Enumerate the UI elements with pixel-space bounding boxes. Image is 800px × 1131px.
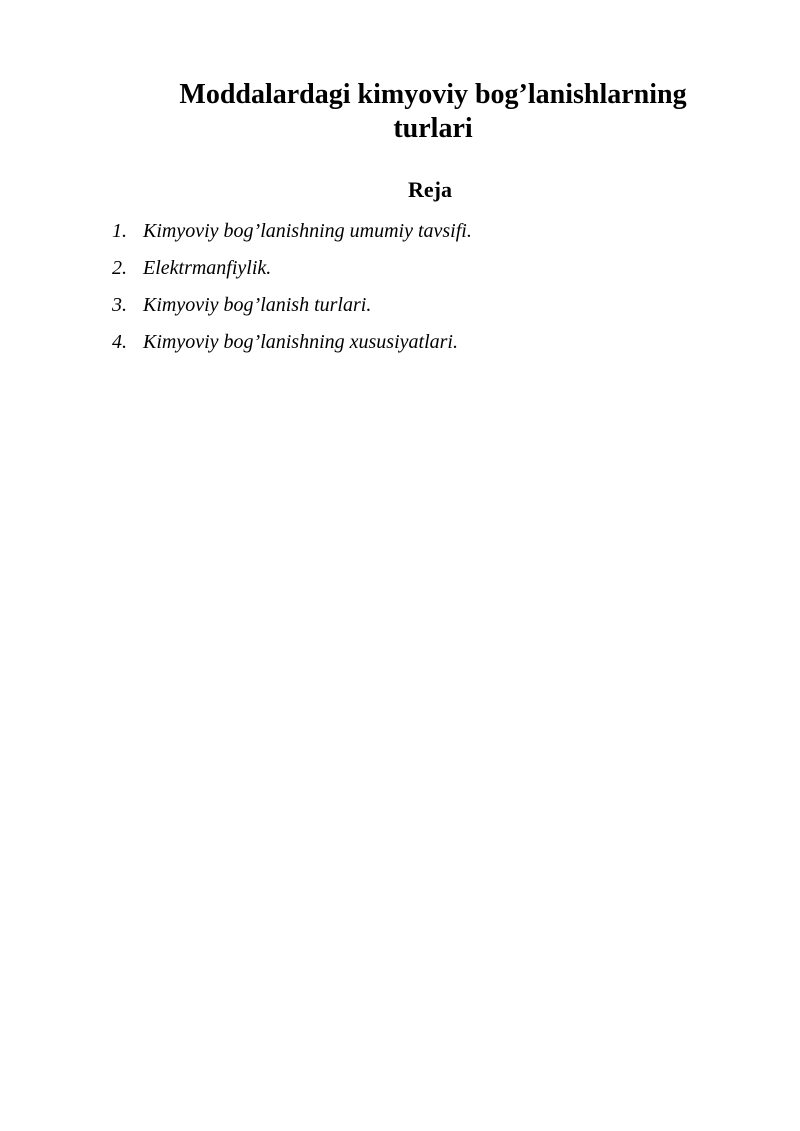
- list-item: [112, 253, 472, 290]
- list-item-text: Kimyoviy bog’lanish turlari.: [143, 294, 372, 316]
- section-heading-reja: Reja: [408, 177, 452, 202]
- list-item-number: 3.: [112, 294, 127, 316]
- title-line-2: turlari: [393, 113, 473, 144]
- title-line-1: Moddalardagi kimyoviy bog’lanishlarning: [179, 79, 687, 110]
- list-item: [112, 290, 472, 327]
- list-item-text: Elektrmanfiylik.: [143, 257, 272, 279]
- page-title: [130, 78, 736, 146]
- plan-list: [112, 216, 472, 364]
- list-item: [112, 327, 472, 364]
- list-item-number: 4.: [112, 331, 127, 353]
- list-item-text: Kimyoviy bog’lanishning xususiyatlari.: [143, 331, 458, 353]
- list-item: [112, 216, 472, 253]
- list-item-number: 2.: [112, 257, 127, 279]
- list-item-text: Kimyoviy bog’lanishning umumiy tavsifi.: [143, 220, 472, 242]
- list-item-number: 1.: [112, 220, 127, 242]
